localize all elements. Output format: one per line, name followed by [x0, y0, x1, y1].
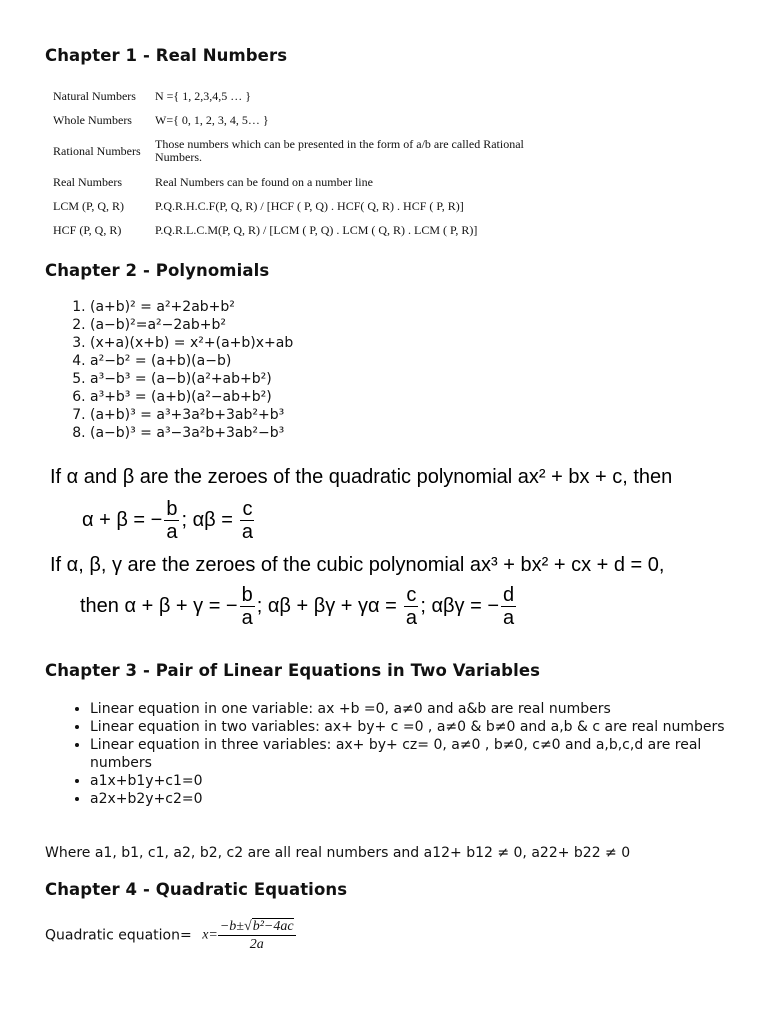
product-lhs: ; αβ = [181, 508, 233, 531]
sum-numerator: b [166, 498, 178, 520]
table-row [53, 84, 535, 108]
cubic-sum-lhs: then α + β + γ = − [80, 594, 238, 617]
table-row [53, 218, 535, 242]
cubic-pair-lhs: ; αβ + βγ + γα = [256, 594, 397, 617]
value-cell: N ={ 1, 2,3,4,5 … } [155, 88, 251, 103]
quadratic-formula [202, 918, 295, 953]
term-cell: HCF (P, Q, R) [53, 222, 122, 237]
list-item: • Linear equation in one variable: ax +b =0, a≠0 and a&b are real numbers [90, 700, 730, 718]
cubic-sum-fraction [240, 584, 255, 629]
list-item: • a1x+b1y+c1=0 [90, 772, 730, 790]
formula-denominator: 2a [249, 937, 264, 952]
product-denominator: a [241, 521, 254, 543]
sum-denominator: a [166, 521, 178, 543]
list-item: 7. (a+b)³ = a³+3a²b+3ab²+b³ [90, 406, 293, 424]
table-row [53, 132, 535, 170]
formula-numerator [218, 918, 296, 936]
quadratic-relations [82, 498, 256, 543]
cubic-statement: If α, β, γ are the zeroes of the cubic polynomial ax³ + bx² + cx + d = 0, [50, 554, 665, 576]
cubic-sum-denominator: a [241, 607, 253, 629]
sum-lhs: α + β = − [82, 508, 163, 531]
table-row [53, 194, 535, 218]
cubic-product-fraction [501, 584, 516, 629]
value-cell: P.Q.R.H.C.F(P, Q, R) / [HCF ( P, Q) . HCF( Q, R) . HCF ( P, R)] [155, 198, 464, 213]
list-item: 5. a³−b³ = (a−b)(a²+ab+b²) [90, 370, 293, 388]
linear-equations-list [45, 700, 730, 808]
cubic-product-numerator: d [503, 584, 515, 606]
chapter-3-heading: Chapter 3 - Pair of Linear Equations in Two Variables [45, 661, 541, 680]
cubic-sum-numerator: b [241, 584, 253, 606]
value-cell: P.Q.R.L.C.M(P, Q, R) / [LCM ( P, Q) . LCM ( Q, R) . LCM ( P, R)] [155, 222, 478, 237]
radicand: b²−4ac [252, 919, 294, 934]
term-cell: Whole Numbers [53, 112, 132, 127]
cubic-pair-numerator: c [406, 584, 417, 606]
term-cell: LCM (P, Q, R) [53, 198, 125, 213]
where-statement: Where a1, b1, c1, a2, b2, c2 are all real numbers and a12+ b12 ≠ 0, a22+ b22 ≠ 0 [45, 845, 631, 861]
numerator-prefix: −b±√ [219, 919, 252, 934]
value-cell: Those numbers which can be presented in the form of a/b are called Rational Numbers. [155, 137, 524, 164]
list-item: 3. (x+a)(x+b) = x²+(a+b)x+ab [90, 334, 293, 352]
value-cell: W={ 0, 1, 2, 3, 4, 5… } [155, 112, 269, 127]
list-item: 2. (a−b)²=a²−2ab+b² [90, 316, 293, 334]
term-cell: Rational Numbers [53, 143, 141, 158]
cubic-relations [80, 584, 518, 629]
sum-fraction [164, 498, 179, 543]
cubic-pair-denominator: a [405, 607, 417, 629]
quadratic-label: Quadratic equation= [45, 927, 192, 944]
formula-lhs: x= [202, 927, 218, 943]
real-numbers-table [53, 84, 535, 242]
quadratic-statement: If α and β are the zeroes of the quadratic polynomial ax² + bx + c, then [50, 466, 673, 488]
list-item: • Linear equation in two variables: ax+ by+ c =0 , a≠0 & b≠0 and a,b & c are real numbers [90, 718, 730, 736]
value-cell: Real Numbers can be found on a number line [155, 174, 373, 189]
list-item: 6. a³+b³ = (a+b)(a²−ab+b²) [90, 388, 293, 406]
term-cell: Natural Numbers [53, 88, 136, 103]
cubic-product-denominator: a [503, 607, 515, 629]
quadratic-formula-line [45, 918, 296, 953]
cubic-product-lhs: ; αβγ = − [420, 594, 500, 617]
chapter-1-heading: Chapter 1 - Real Numbers [45, 46, 288, 65]
list-item: 4. a²−b² = (a+b)(a−b) [90, 352, 293, 370]
list-item: 1. (a+b)² = a²+2ab+b² [90, 298, 293, 316]
list-item: • Linear equation in three variables: ax+ by+ cz= 0, a≠0 , b≠0, c≠0 and a,b,c,d are real numbers [90, 736, 730, 772]
list-item: • a2x+b2y+c2=0 [90, 790, 730, 808]
product-fraction [240, 498, 254, 543]
table-row [53, 108, 535, 132]
chapter-4-heading: Chapter 4 - Quadratic Equations [45, 880, 348, 899]
term-cell: Real Numbers [53, 174, 122, 189]
cubic-pair-fraction [404, 584, 418, 629]
formula-fraction [218, 918, 296, 953]
table-row [53, 170, 535, 194]
list-item: 8. (a−b)³ = a³−3a²b+3ab²−b³ [90, 424, 293, 442]
zeroes-formula-block [50, 464, 730, 644]
chapter-2-heading: Chapter 2 - Polynomials [45, 261, 270, 280]
product-numerator: c [242, 498, 253, 520]
algebraic-identities-list [45, 298, 293, 442]
